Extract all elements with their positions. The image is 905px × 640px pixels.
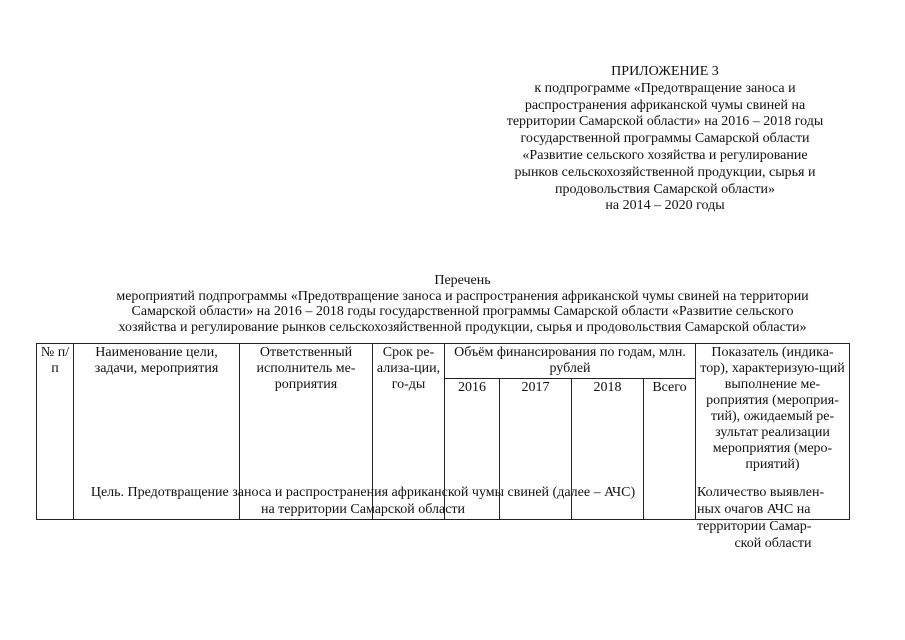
title-line: хозяйства и регулирование рынков сельскохозяйственной продукции, сырья и продовольствия Самарской области» (118, 319, 807, 335)
appendix-line: «Развитие сельского хозяйства и регулирование (522, 147, 808, 163)
header-term: Срок ре-ализа-ции, го-ды (373, 344, 445, 520)
indicator-line: ных очагов АЧС на (697, 502, 811, 517)
title-line: Самарской области» на 2016 – 2018 годы государственной программы Самарской области «Развитие сельского (131, 304, 794, 319)
appendix-line: территории Самарской области» на 2016 – 2018 годы (506, 114, 824, 130)
header-total: Всего (644, 379, 696, 520)
goal-line: Цель. Предотвращение заноса и распространения африканской чумы свиней (далее – АЧС) (90, 485, 636, 500)
header-name: Наименование цели, задачи, мероприятия (74, 344, 240, 520)
appendix-line: ПРИЛОЖЕНИЕ 3 (611, 64, 719, 79)
appendix-line: распространения африканской чумы свиней на (524, 97, 806, 113)
appendix-line: государственной программы Самарской области (520, 131, 810, 147)
title-line: мероприятий подпрограммы «Предотвращение заноса и распространения африканской чумы свиней на территории (116, 288, 809, 304)
header-number: № п/п (37, 344, 74, 520)
header-year-2017: 2017 (500, 379, 572, 520)
header-indicator: Показатель (индика-тор), характеризую-щий выполнение ме-роприятия (мероприя-тий), ожидаемый ре-зультат реализации мероприятия (меро-приятий) (696, 344, 850, 520)
header-funding: Объём финансирования по годам, млн. рублей (445, 344, 696, 379)
header-year-2018: 2018 (572, 379, 644, 520)
appendix-line: к подпрограмме «Предотвращение заноса и (534, 80, 796, 96)
goal-text (40, 484, 686, 518)
document-title (40, 273, 885, 335)
header-executor: Ответственный исполнитель ме-роприятия (240, 344, 373, 520)
appendix-line: на 2014 – 2020 годы (605, 198, 725, 214)
appendix-line: рынков сельскохозяйственной продукции, сырья и (514, 164, 816, 180)
indicator-line: Количество выявлен- (697, 485, 825, 500)
appendix-line: продовольствия Самарской области» (555, 181, 775, 197)
title-heading: Перечень (434, 273, 491, 288)
goal-line: на территории Самарской области (260, 502, 466, 517)
indicator-line: ской области (734, 536, 812, 551)
header-year-2016: 2016 (445, 379, 500, 520)
appendix-header (470, 64, 860, 215)
goal-indicator (697, 484, 849, 552)
indicator-line: территории Самар- (697, 519, 812, 534)
